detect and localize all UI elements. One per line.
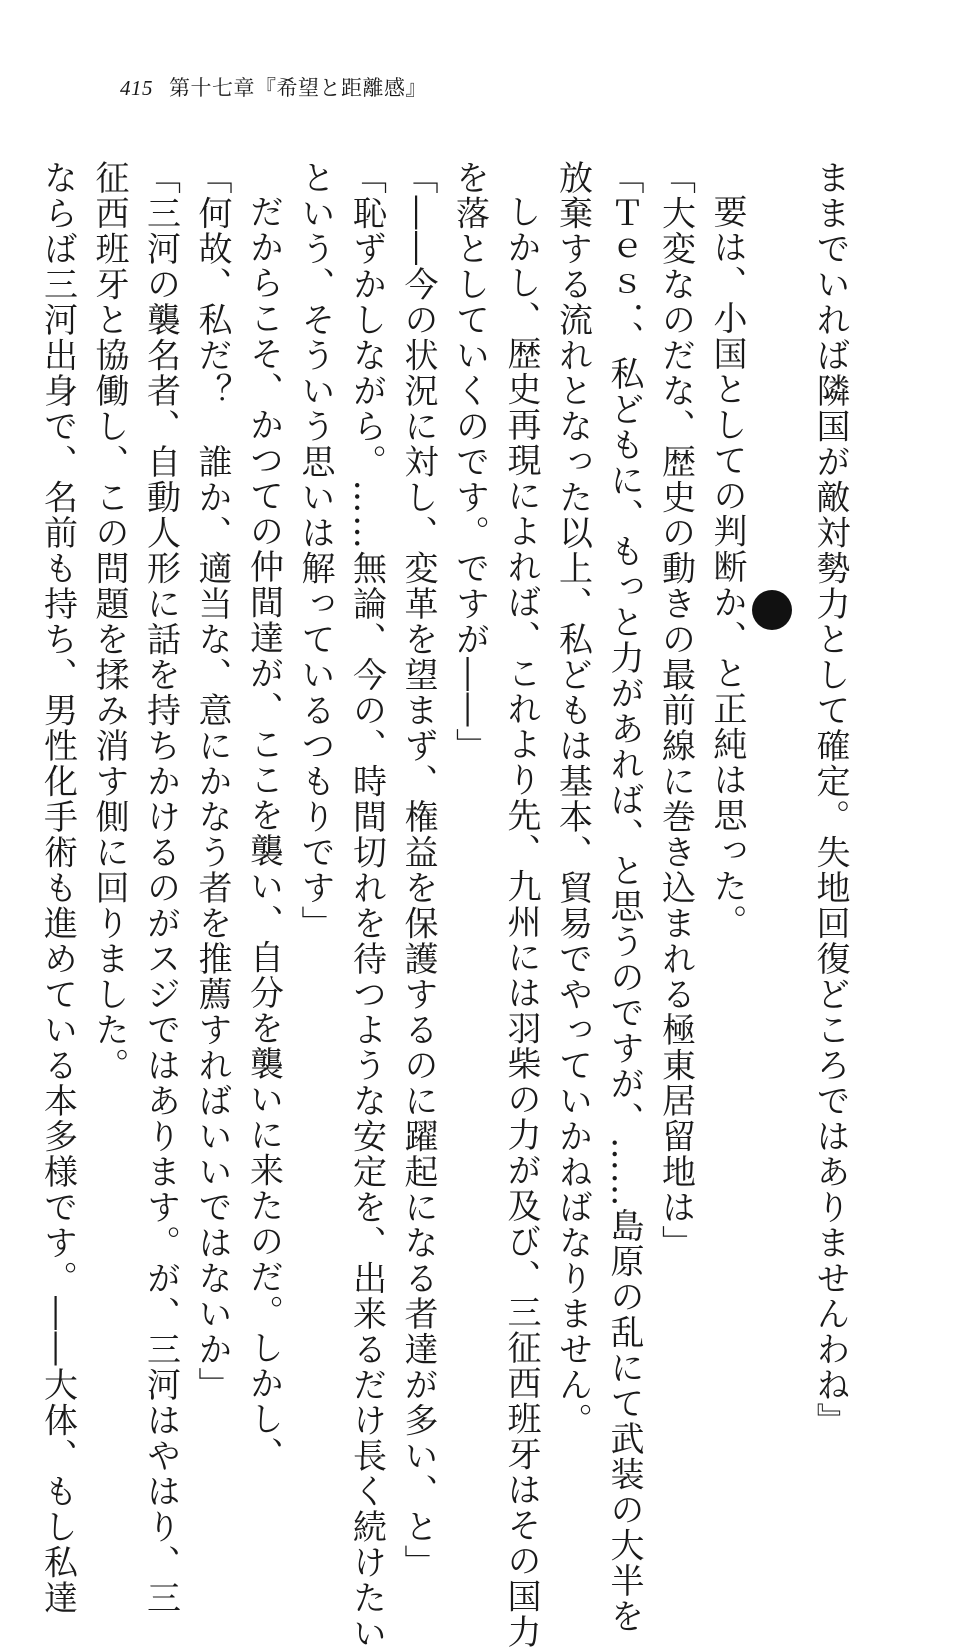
text-line: という、そういう思いは解っているつもりです」 (295, 160, 335, 941)
text-line: ならば三河出身で、名前も持ち、男性化手術も進めている本多様です。――大体、もし私達 (37, 160, 78, 1616)
text-line: 「Ｔｅｓ．、私どもに、もっと力があれば、と思うのですが、……島原の乱にて武装の大半を (604, 160, 644, 1634)
text-line: 「大変なのだな、歴史の動きの最前線に巻き込まれる極東居留地は」 (655, 160, 696, 1261)
text-line: 「三河の襲名者、自動人形に話を持ちかけるのがスジではあります。が、三河はやはり、三 (140, 160, 181, 1616)
chapter-title: 第十七章『希望と距離感』 (169, 76, 427, 100)
text-line: ままでいれば隣国が敵対勢力として確定。失地回復どころではありませんわね』 (810, 160, 850, 1438)
text-line: 要は、小国としての判断か、と正純は思った。 (707, 194, 747, 940)
text-line: を落としていくのです。ですが――」 (449, 160, 490, 764)
text-line: 「何故、私だ？ 誰か、適当な、意にかなう者を推薦すればいいではないか」 (192, 160, 232, 1403)
vertical-text-body (37, 160, 855, 1651)
text-line: しかし、歴史再現によれば、これより先、九州には羽柴の力が及び、三征西班牙はその国力 (501, 194, 541, 1650)
text-line: 放棄する流れとなった以上、私どもは基本、貿易でやっていかねばなりません。 (552, 160, 593, 1438)
text-line: だからこそ、かつての仲間達が、ここを襲い、自分を襲いに来たのだ。しかし、 (243, 194, 284, 1472)
running-head (120, 74, 427, 102)
page-number: 415 (120, 76, 153, 100)
text-line: 征西班牙と協働し、この問題を揉み消す側に回りました。 (89, 160, 129, 1083)
text-line: 「――今の状況に対し、変革を望まず、権益を保護するのに躍起になる者達が多い、と」 (398, 160, 438, 1580)
text-line: 「恥ずかしながら。……無論、今の、時間切れを待つような安定を、出来るだけ長く続けたい (346, 160, 387, 1651)
